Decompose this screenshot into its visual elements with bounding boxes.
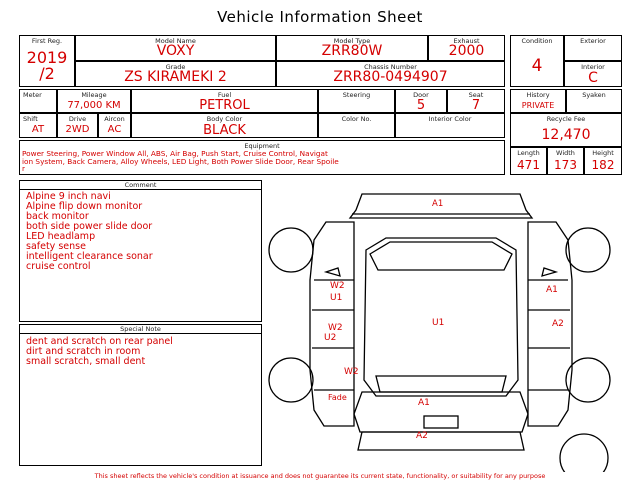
aircon-label: Aircon (104, 115, 125, 123)
wheel-front-right (566, 228, 610, 272)
interior-value: C (588, 70, 598, 86)
fuel-value: PETROL (199, 98, 250, 113)
condition-value: 4 (531, 56, 543, 76)
special-note-line: small scratch, small dent (26, 356, 146, 367)
mileage-cell (57, 89, 131, 113)
mark-left-rear-quarter: W2 (344, 367, 359, 377)
steering-label: Steering (342, 91, 371, 99)
rear-view-outline (354, 392, 528, 432)
comment-label: Comment (20, 181, 261, 190)
mark-right-rear: A2 (552, 319, 564, 329)
right-mirror (542, 268, 556, 276)
comment-line: Alpine flip down monitor (26, 201, 143, 212)
door-cell (395, 89, 447, 113)
rear-bumper (358, 432, 524, 450)
mileage-label: Mileage (81, 91, 107, 99)
equipment-line: Power Steering, Power Window All, ABS, Air Bag, Push Start, Cruise Control, Navigat (22, 149, 328, 158)
comment-line: Alpine 9 inch navi (26, 191, 111, 202)
first-reg-cell (19, 35, 75, 87)
right-body-outline (528, 222, 572, 426)
shift-label: Shift (23, 115, 38, 123)
model-name-cell (75, 35, 276, 61)
mark-right-front: A1 (546, 285, 558, 295)
mileage-value: 77,000 KM (67, 100, 121, 111)
first-reg-label: First Reg. (31, 37, 63, 45)
wheel-rear-left (269, 358, 313, 402)
aircon-cell (98, 113, 131, 138)
recycle-fee-label: Recycle Fee (546, 115, 586, 123)
mark-rear-panel: A1 (418, 398, 430, 408)
shift-cell (19, 113, 57, 138)
model-type-value: ZRR80W (321, 43, 383, 59)
width-cell (547, 147, 584, 175)
height-value: 182 (591, 158, 615, 172)
mark-rear-bumper: A2 (416, 431, 428, 441)
seat-cell (447, 89, 505, 113)
equipment-line: r (22, 164, 25, 173)
interior-label: Interior (581, 63, 605, 71)
chassis-value: ZRR80-0494907 (333, 69, 448, 85)
history-label: History (526, 91, 550, 99)
sheet-title: Vehicle Information Sheet (217, 8, 423, 26)
length-value: 471 (517, 158, 540, 172)
height-cell (584, 147, 622, 175)
history-value: PRIVATE (521, 101, 555, 110)
mark-left-front-top: W2 (330, 281, 345, 291)
length-cell (510, 147, 547, 175)
condition-label: Condition (521, 37, 553, 45)
spare-wheel (560, 434, 608, 472)
comment-box (19, 180, 262, 322)
interior-color-label: Interior Color (428, 115, 472, 123)
mark-front-top: A1 (432, 199, 444, 209)
exhaust-label: Exhaust (453, 37, 480, 45)
grade-cell (75, 61, 276, 87)
rear-window (376, 376, 506, 392)
color-no-cell (318, 113, 395, 138)
width-value: 173 (554, 158, 577, 172)
seat-value: 7 (471, 98, 481, 113)
syaken-label: Syaken (582, 91, 606, 99)
height-label: Height (592, 149, 614, 157)
comment-line: intelligent clearance sonar (26, 251, 153, 262)
equipment-cell (19, 140, 505, 175)
history-cell (510, 89, 566, 113)
width-label: Width (556, 149, 575, 157)
drive-cell (57, 113, 98, 138)
exterior-label: Exterior (580, 37, 606, 45)
aircon-value: AC (107, 124, 122, 135)
interior-cell (564, 61, 622, 87)
special-note-label: Special Note (20, 325, 261, 334)
mark-left-front-bottom: U1 (330, 293, 343, 303)
color-no-label: Color No. (341, 115, 372, 123)
disclaimer-footer: This sheet reflects the vehicle's condition at issuance and does not guarantee its current state, functionality, or suitability for any purpose (94, 472, 546, 480)
model-type-cell (276, 35, 428, 61)
length-label: Length (517, 149, 540, 157)
body-color-value: BLACK (203, 123, 246, 138)
chassis-label: Chassis Number (364, 63, 417, 71)
equipment-list (22, 150, 339, 173)
wheel-rear-right (566, 358, 610, 402)
condition-cell (510, 35, 564, 87)
door-label: Door (413, 91, 429, 99)
model-name-label: Model Name (155, 37, 196, 45)
exterior-cell (564, 35, 622, 61)
car-damage-diagram (266, 180, 640, 472)
mark-left-rear-top: W2 (328, 323, 343, 333)
special-note-line: dent and scratch on rear panel (26, 336, 173, 347)
door-value: 5 (416, 98, 426, 113)
grade-value: ZS KIRAMEKI 2 (124, 69, 227, 85)
comment-line: safety sense (26, 241, 86, 252)
model-type-label: Model Type (333, 37, 371, 45)
mark-left-rear-lamp: Fade (328, 393, 347, 402)
drive-label: Drive (68, 115, 87, 123)
exhaust-cell (428, 35, 505, 61)
shift-value: AT (31, 124, 45, 135)
first-reg-value: 2019 /2 (26, 48, 68, 83)
equipment-line: ion System, Back Camera, Alloy Wheels, LED Light, Both Power Slide Door, Rear Spoile (22, 156, 339, 166)
interior-color-cell (395, 113, 505, 138)
fuel-label: Fuel (217, 91, 232, 99)
left-mirror (326, 268, 340, 276)
recycle-fee-cell (510, 113, 622, 147)
wheel-front-left (269, 228, 313, 272)
meter-label: Meter (23, 91, 42, 99)
equipment-label: Equipment (244, 142, 280, 150)
steering-cell (318, 89, 395, 113)
special-note-list (26, 337, 173, 367)
mark-roof: U1 (432, 318, 445, 328)
comment-line: cruise control (26, 261, 91, 272)
grade-label: Grade (165, 63, 186, 71)
comment-line: back monitor (26, 211, 89, 222)
body-color-label: Body Color (206, 115, 243, 123)
drive-value: 2WD (65, 124, 90, 135)
fuel-cell (131, 89, 318, 113)
chassis-cell (276, 61, 505, 87)
roof-outline (364, 238, 518, 396)
recycle-fee-value: 12,470 (541, 127, 591, 143)
syaken-cell (566, 89, 622, 113)
comment-line: LED headlamp (26, 231, 96, 242)
license-plate (424, 416, 458, 428)
mark-left-rear-bottom: U2 (324, 333, 337, 343)
seat-label: Seat (468, 91, 484, 99)
comment-list (26, 192, 153, 272)
special-note-line: dirt and scratch in room (26, 346, 141, 357)
windshield (370, 242, 512, 270)
body-color-cell (131, 113, 318, 138)
special-note-box (19, 324, 262, 466)
exhaust-value: 2000 (448, 43, 485, 59)
model-name-value: VOXY (156, 43, 195, 59)
comment-line: both side power slide door (26, 221, 153, 232)
meter-cell (19, 89, 57, 113)
